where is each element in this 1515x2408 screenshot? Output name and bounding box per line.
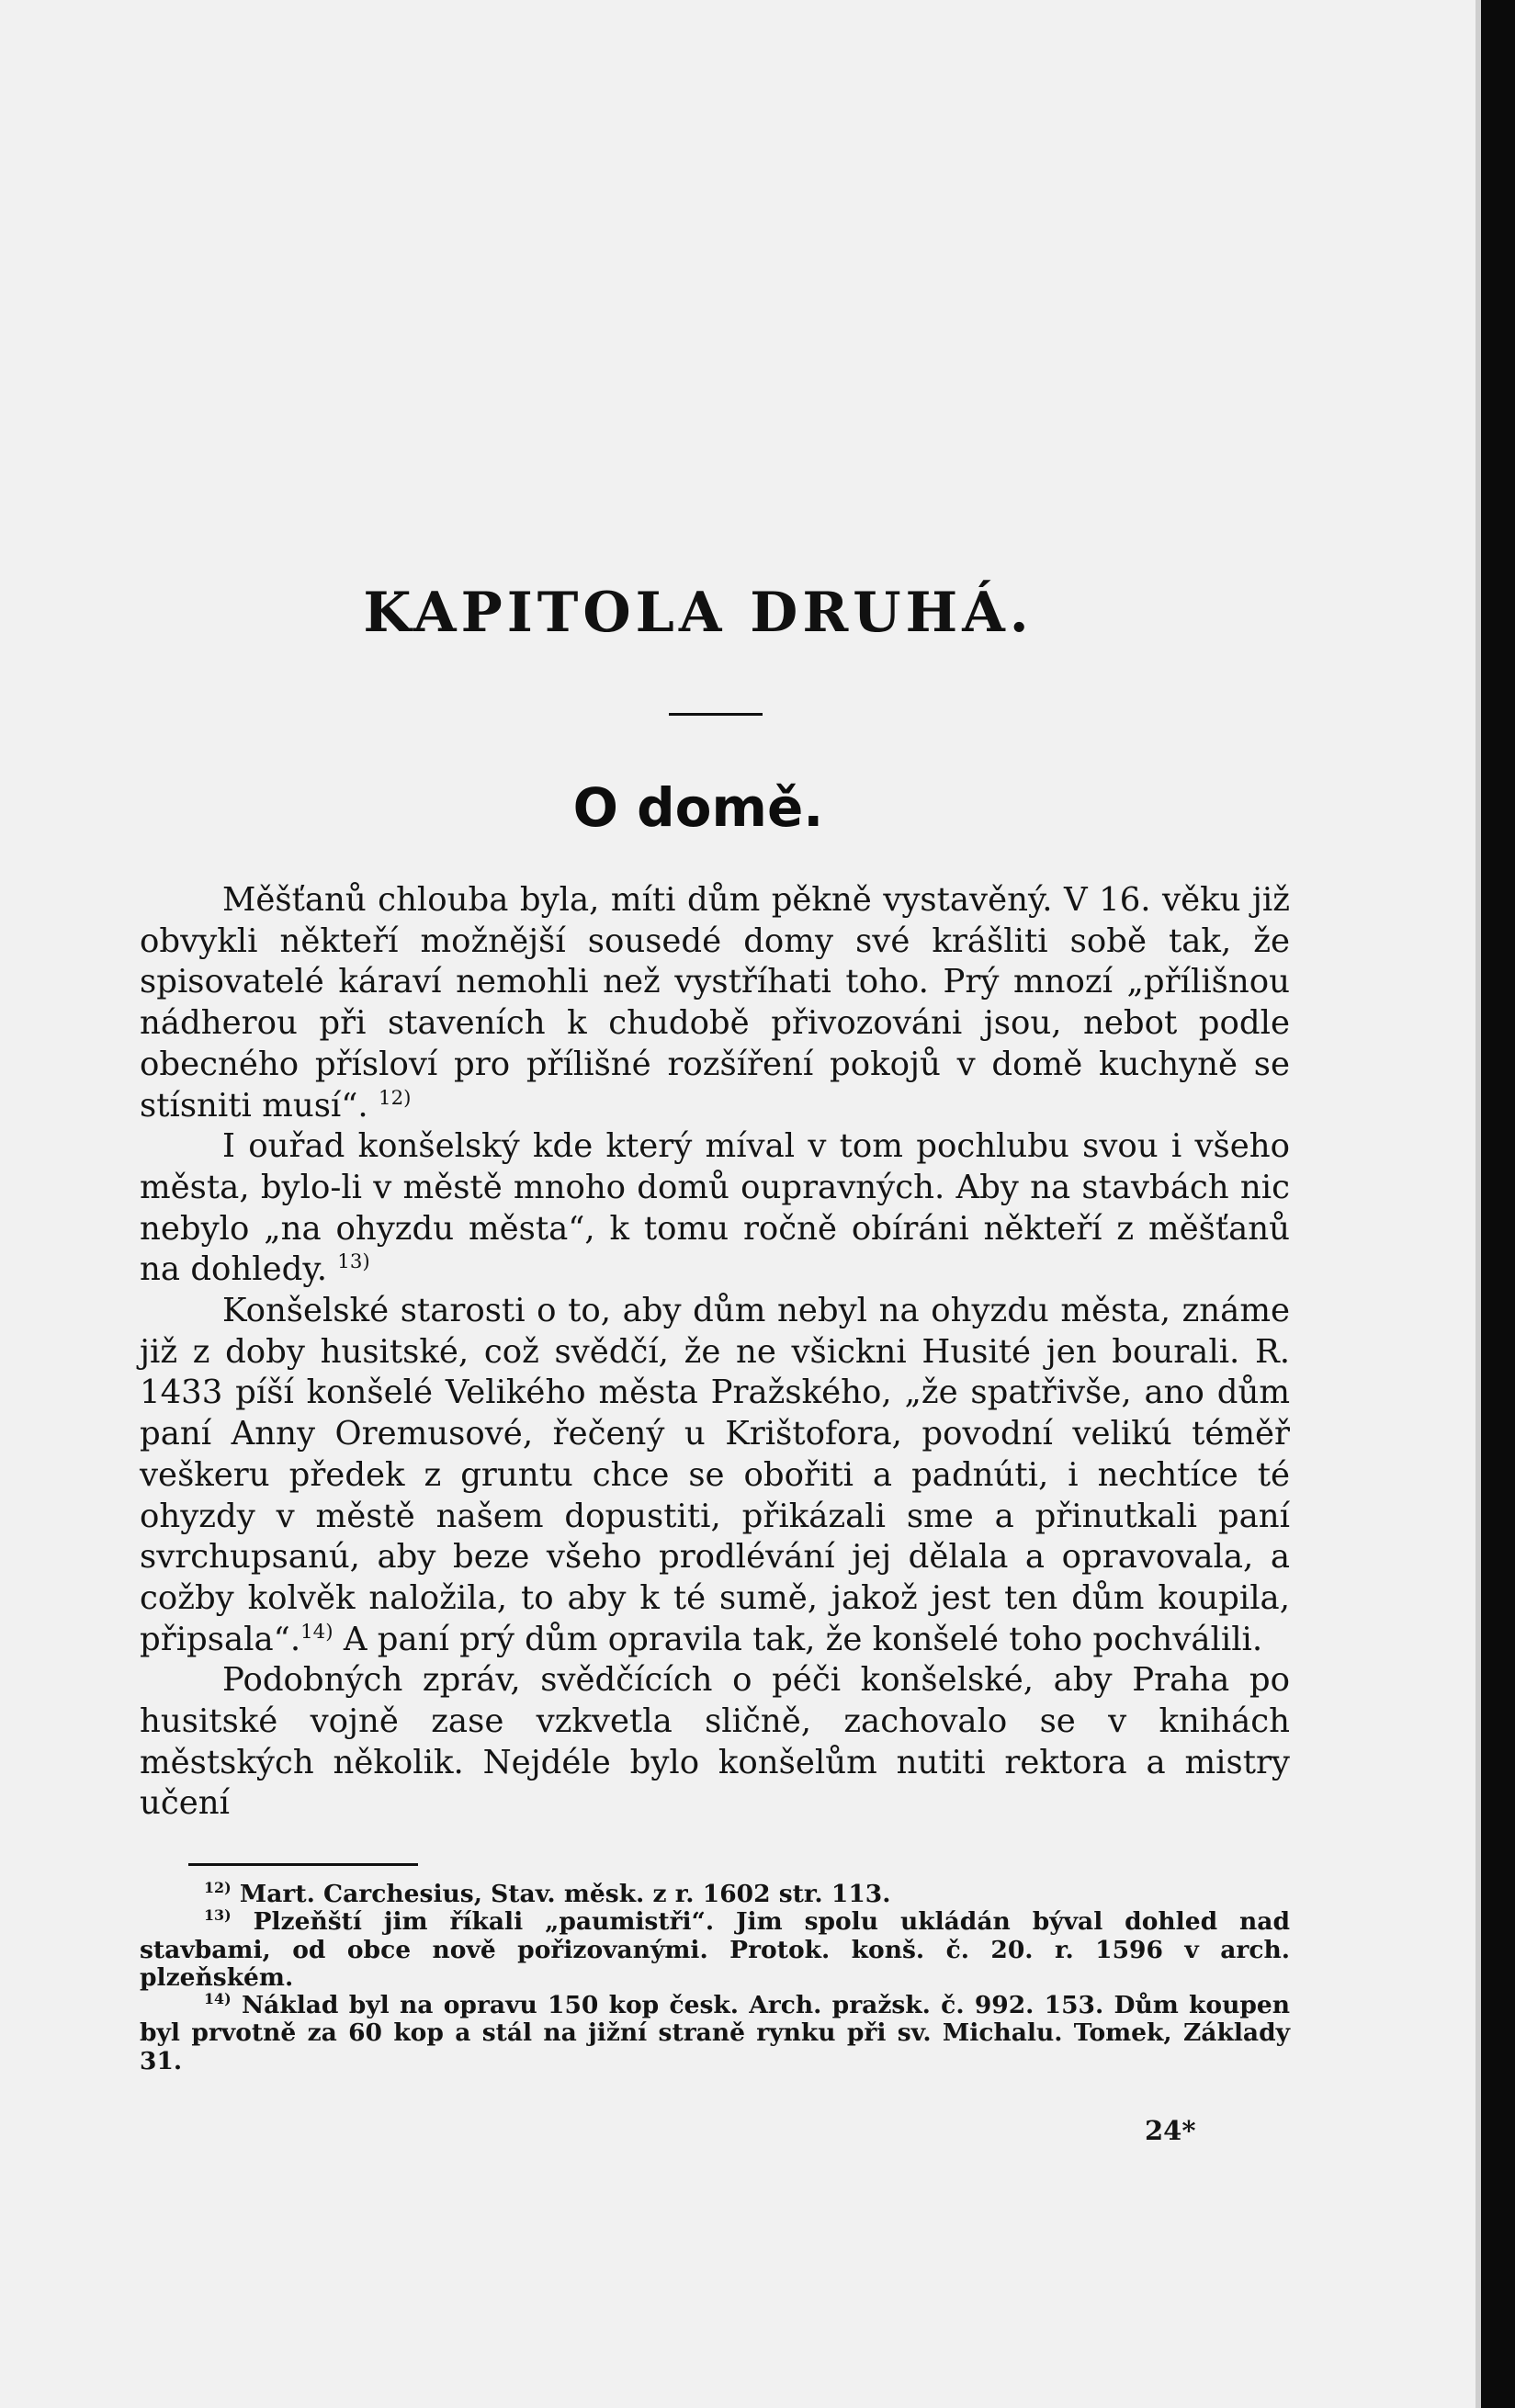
paragraph-3: Konšelské starosti o to, aby dům nebyl na ohyzdu města, známe již z doby husitské, což svědčí, že ne všickni Husité jen bourali. R. 1433 píší konšelé Velikého města Pražského, „že spatřivše, ano dům paní Anny Oremusové, řečený u Krištofora, povodní velikú téměř veškeru předek z gruntu chce se obořiti a padnúti, i nechtíce té ohyzdy v městě našem dopustiti, přikázali sme a přinutkali paní svrchupsanú, aby beze všeho prodlévání jej dělala a opravovala, a cožby kolvěk naložila, to aby k té sumě, jakož jest ten dům koupila, připsala“.$^{14)}$ A paní prý dům opravila tak, že konšelé toho pochválili. [140,1292,1290,1658]
paragraph-1: Měšťanů chlouba byla, míti dům pěkně vystavěný. V 16. věku již obvykli někteří možnější sousedé domy své krášliti sobě tak, že spisovatelé káraví nemohli než vystříhati toho. Prý mnozí „přílišnou nádherou při staveních k chudobě přivozováni jsou, nebot podle obecného přísloví pro přílišné rozšíření pokojů v domě kuchyně se stísniti musí“. $^{12)}$ [140,881,1290,1125]
footnote-ref: 12) [379,1086,412,1110]
scan-border [1481,0,1515,2408]
paragraph-2: I ouřad konšelský kde který míval v tom pochlubu svou i všeho města, bylo-li v městě mnoho domů oupravných. Aby na stavbách nic nebylo „na ohyzdu města“, k tomu ročně obíráni někteří z měšťanů na dohledy. $^{13)}$ [140,1127,1290,1289]
footnotes-divider [188,1863,418,1866]
footnote-ref: 14) [300,1620,334,1644]
footnote: $^{13)}$ Plzeňští jim říkali „paumistři“. Jim spolu ukládán býval dohled nad stavbami, od obce nově pořizovanými. Protok. konš. č. 20. r. 1596 v arch. plzeňském. [140,1906,1290,1992]
section-title: O domě. [572,776,824,839]
footnote: $^{12)}$ Mart. Carchesius, Stav. měsk. z r. 1602 str. 113. [204,1879,891,1908]
footnote-mark: 13) [204,1906,232,1925]
footnote: $^{14)}$ Náklad byl na opravu 150 kop česk. Arch. pražsk. č. 992. 153. Dům koupen byl prvotně za 60 kop a stál na jižní straně rynku při sv. Michalu. Tomek, Základy 31. [140,1990,1290,2075]
body-text [140,880,1290,1825]
footnote-mark: 12) [204,1879,232,1897]
footnote-ref: 13) [337,1250,370,1274]
title-divider [669,713,763,716]
footnote-mark: 14) [204,1990,232,2008]
paragraph-4: Podobných zpráv, svědčících o péči konšelské, aby Praha po husitské vojně zase vzkvetla sličně, zachovalo se v knihách městských několik. Nejdéle bylo konšelům nutiti rektora a mistry učení [140,1661,1290,1823]
page-number: 24* [1145,2115,1196,2146]
footnotes [140,1881,1290,2075]
chapter-title: KAPITOLA DRUHÁ. [363,581,1034,645]
